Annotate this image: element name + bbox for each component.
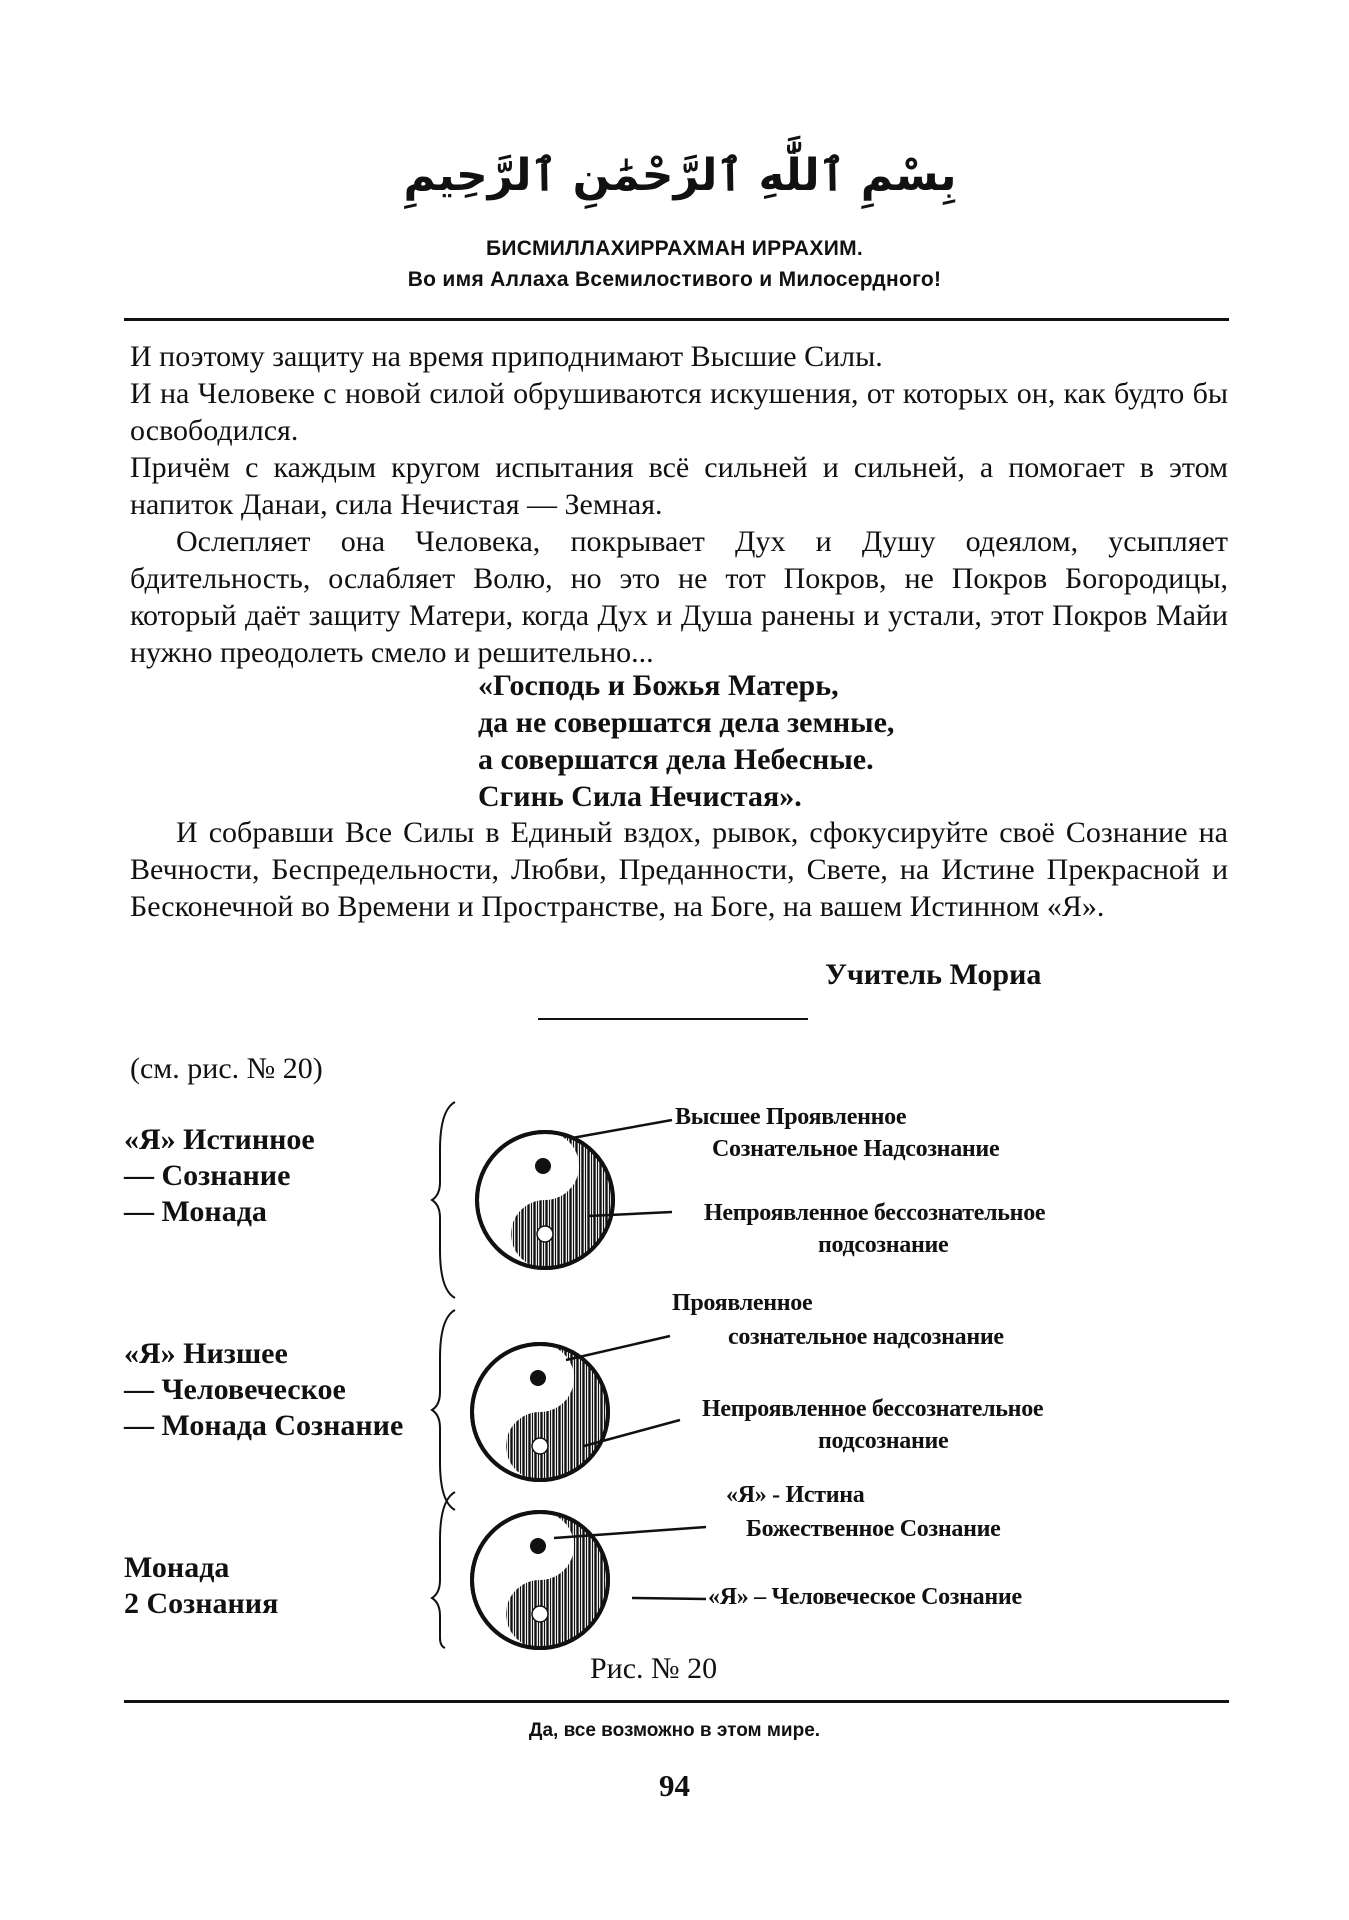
group-1-top-label-line: Высшее Проявленное [675,1104,907,1130]
paragraph-5: И собравши Все Силы в Единый вздох, рывок, сфокусируйте своё Сознание на Вечности, Беспредельности, Любви, Преданности, Свете, на Истине Прекрасной и Бесконечной во Времени и Пространстве, на Боге, на вашем Истинном «Я». [130,816,1228,923]
paragraph-3: Причём с каждым кругом испытания всё сильней и сильней, а помогает в этом напиток Данаи, сила Нечистая — Земная. [130,451,1228,521]
prayer-line: Сгинь Сила Нечистая». [478,780,802,813]
group-1-bottom-label-line: Непроявленное бессознательное [704,1200,1046,1226]
group-3-bottom-label-line: «Я» – Человеческое Сознание [708,1584,1022,1610]
prayer-line: а совершатся дела Небесные. [478,743,874,776]
left-label-line: Монада [124,1551,230,1584]
left-label-line: — Монада [124,1195,267,1228]
group-2-bottom-label-line: Непроявленное бессознательное [702,1396,1044,1422]
paragraph-2: И на Человеке с новой силой обрушиваются искушения, от которых он, как будто бы освободился. [130,377,1228,447]
prayer-line: «Господь и Божья Матерь, [478,669,839,702]
main-text-continued [130,814,1228,925]
left-brace [432,1102,455,1298]
yin-yang-group-3 [432,1492,706,1648]
yin-yang-group-2 [432,1310,680,1510]
section-divider [538,1018,808,1020]
calligraphy-text: بِسْمِ ٱللَّٰهِ ٱلرَّحْمَٰنِ ٱلرَّحِيمِ [403,150,957,201]
yin-yang-group-1 [432,1102,672,1298]
group-2-bottom-label-line: подсознание [818,1428,949,1454]
main-text [130,338,1228,671]
figure-reference: (см. рис. № 20) [130,1052,323,1085]
left-label-line: — Монада Сознание [124,1409,404,1442]
group-2-top-label-line: Проявленное [672,1290,813,1316]
yin-yang-diagram [0,1090,1349,1650]
group-1-top-label-line: Сознательное Надсознание [712,1136,1000,1162]
bismillah-calligraphy [403,118,957,228]
group-2-top-label-line: сознательное надсознание [728,1324,1004,1350]
left-brace [432,1310,455,1510]
page-header-title: БИСМИЛЛАХИРРАХМАН ИРРАХИМ. [485,237,864,260]
left-label-line: «Я» Истинное [124,1123,315,1156]
page-number: 94 [659,1768,690,1803]
left-brace [432,1492,455,1648]
group-1-bottom-label-line: подсознание [818,1232,949,1258]
left-label-line: 2 Сознания [124,1587,279,1620]
yin-yang-symbol [477,1132,613,1268]
header-divider [124,318,1229,321]
paragraph-4: Ослепляет она Человека, покрывает Дух и Душу одеялом, усыпляет бдительность, ослабляет Волю, но это не тот Покров, не Покров Богородицы, который даёт защиту Матери, когда Дух и Душа ранены и устали, этот Покров Майи нужно преодолеть смело и решительно... [130,525,1228,669]
prayer-line: да не совершатся дела земные, [478,706,895,739]
footer-quote: Да, все возможно в этом мире. [528,1720,821,1741]
left-label-line: — Сознание [124,1159,291,1192]
group-3-top-label-line: Божественное Сознание [746,1516,1001,1542]
group-3-top-label-line: «Я» - Истина [726,1482,865,1508]
paragraph-1: И поэтому защиту на время приподнимают Высшие Силы. [130,340,883,373]
prayer-block [478,667,894,815]
left-label-line: «Я» Низшее [124,1337,288,1370]
yin-yang-symbol [472,1512,608,1648]
signature: Учитель Мориа [825,958,1042,991]
page-header-subtitle: Во имя Аллаха Всемилостивого и Милосердного! [407,268,942,291]
yin-yang-symbol [472,1344,608,1480]
figure-caption: Рис. № 20 [590,1652,718,1685]
footer-divider [124,1700,1229,1703]
calligraphy-graphic [403,118,957,228]
left-label-line: — Человеческое [124,1373,346,1406]
